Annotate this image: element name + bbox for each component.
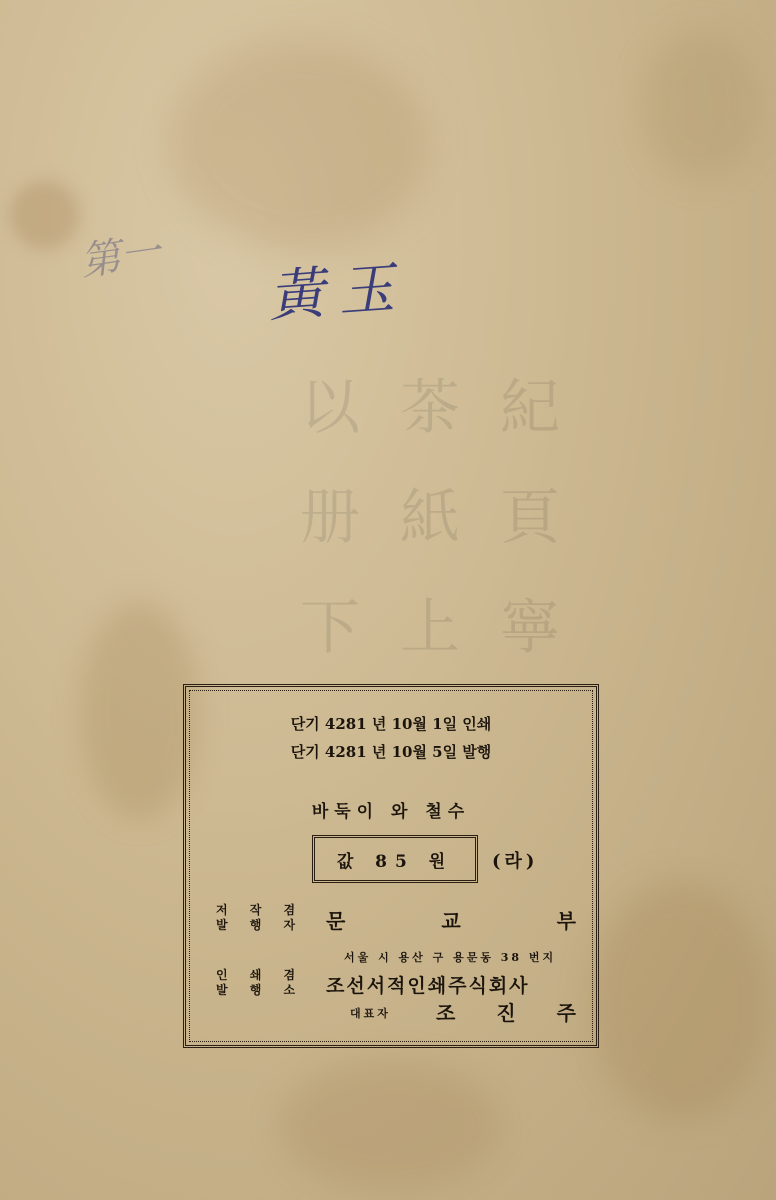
faint-handwritten-note: 第一: [77, 228, 164, 286]
printer-role-label: 인 쇄 겸: [216, 968, 305, 982]
bleed-through-text: 以茶紀: [300, 373, 600, 443]
representative-name: [436, 997, 576, 1026]
author-char: 문: [326, 909, 346, 933]
grade-label: (라): [492, 851, 539, 872]
book-title: 바둑이 와 철수: [311, 802, 471, 822]
printer-name: 조선서적인쇄주식회사: [326, 975, 530, 997]
bleed-through-text: 册紙頁: [300, 483, 600, 553]
colophon-box: [183, 684, 599, 1048]
author-role-label: 저 작 겸: [216, 903, 305, 917]
author-char: 부: [556, 909, 576, 933]
bleed-through-text: 下上寧: [300, 593, 600, 663]
paper-stain: [80, 600, 200, 820]
print-date: 단기 4281 년 10월 1일 인쇄: [290, 715, 492, 733]
printer-role-label: 발 행 소: [216, 983, 305, 997]
publisher-address: 서울 시 용산 구 용문동 38 번지: [344, 951, 557, 964]
price-label: 값 85 원: [336, 851, 454, 872]
paper-stain: [590, 880, 770, 1120]
paper-stain: [170, 40, 430, 250]
author-char: 교: [441, 909, 461, 933]
paper-stain: [10, 180, 80, 250]
representative-char: 진: [496, 1001, 516, 1025]
paper-stain: [280, 1060, 500, 1190]
paper-stain: [640, 30, 760, 180]
representative-char: 조: [436, 1001, 456, 1025]
author-role-label: 발 행 자: [216, 918, 305, 932]
price-box: [312, 835, 478, 883]
handwritten-owner-name: 黃玉: [266, 255, 411, 330]
publish-date: 단기 4281 년 10월 5일 발행: [290, 743, 492, 761]
author-name: [326, 905, 576, 934]
representative-label: 대표자: [350, 1007, 391, 1020]
representative-char: 주: [556, 1001, 576, 1025]
